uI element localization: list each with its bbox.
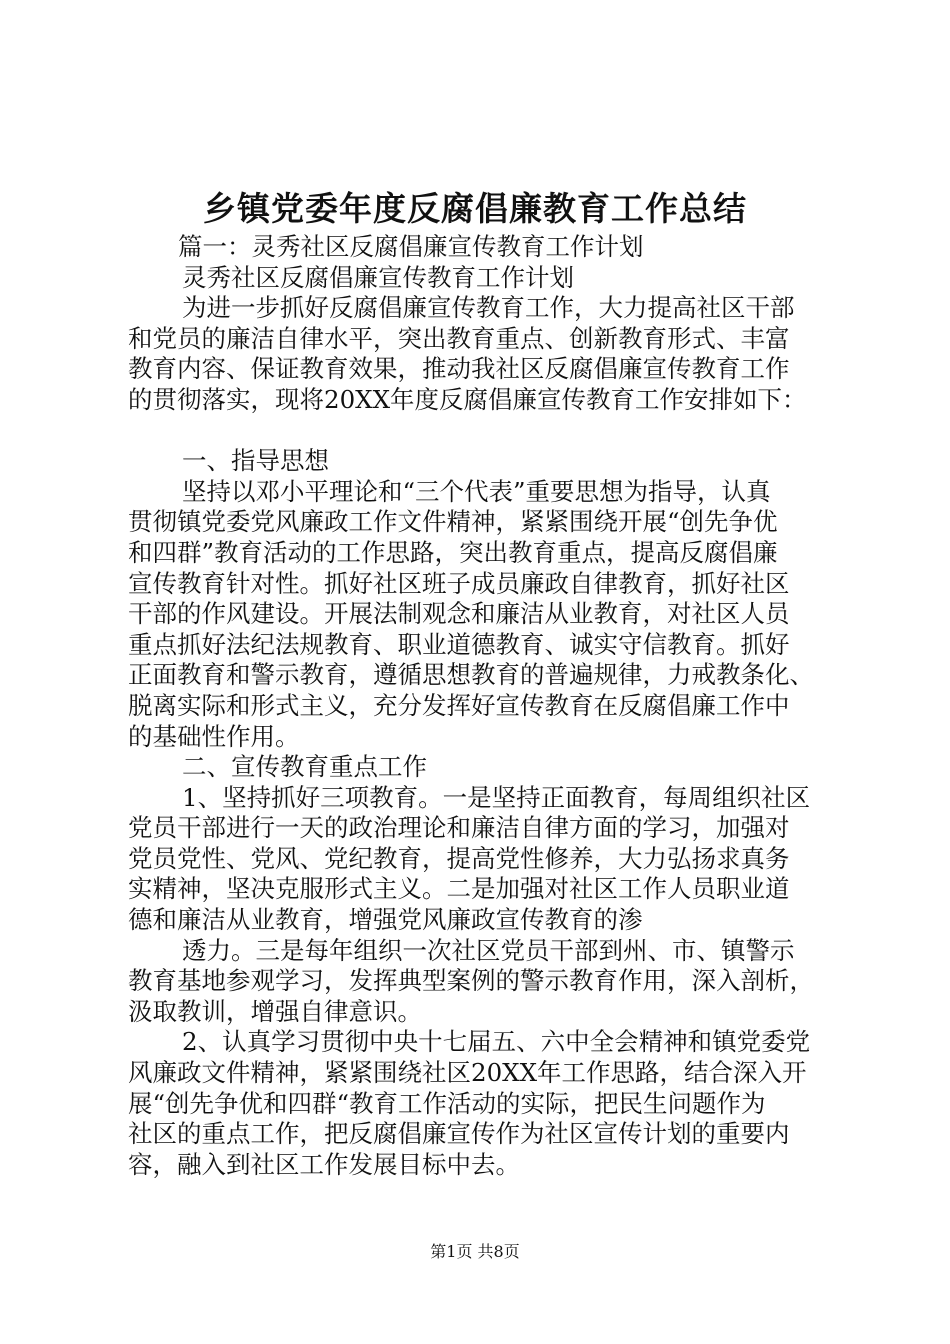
paragraph-line: 和党员的廉洁自律水平，突出教育重点、创新教育形式、丰富 <box>128 323 790 353</box>
paragraph-line: 正面教育和警示教育，遵循思想教育的普遍规律，力戒教条化、 <box>128 660 814 690</box>
paragraph-line: 重点抓好法纪法规教育、职业道德教育、诚实守信教育。抓好 <box>128 629 790 659</box>
paragraph-line: 实精神，坚决克服形式主义。二是加强对社区工作人员职业道 <box>128 874 790 904</box>
paragraph-line: 德和廉洁从业教育，增强党风廉政宣传教育的渗 <box>128 905 643 935</box>
document-body <box>128 232 840 1180</box>
page-number: 第1页 共8页 <box>430 1242 520 1261</box>
paragraph-line: 教育基地参观学习，发挥典型案例的警示教育作用，深入剖析， <box>128 966 814 996</box>
paragraph-line: 干部的作风建设。开展法制观念和廉洁从业教育，对社区人员 <box>128 599 790 629</box>
paragraph-line: 的基础性作用。 <box>128 721 300 751</box>
paragraph-line: 和四群”教育活动的工作思路，突出教育重点，提高反腐倡廉 <box>128 537 778 567</box>
paragraph-line: 展“创先争优和四群“教育工作活动的实际，把民生问题作为 <box>128 1088 766 1118</box>
paragraph-line: 汲取教训，增强自律意识。 <box>128 996 422 1026</box>
paragraph-line: 1、坚持抓好三项教育。一是坚持正面教育，每周组织社区 <box>182 782 811 812</box>
paragraph-line: 宣传教育针对性。抓好社区班子成员廉政自律教育，抓好社区 <box>128 568 790 598</box>
paragraph-line: 透力。三是每年组织一次社区党员干部到州、市、镇警示 <box>182 935 795 965</box>
paragraph-line: 社区的重点工作，把反腐倡廉宣传作为社区宣传计划的重要内 <box>128 1119 790 1149</box>
paragraph-line: 2、认真学习贯彻中央十七届五、六中全会精神和镇党委党 <box>182 1027 811 1057</box>
paragraph-line: 为进一步抓好反腐倡廉宣传教育工作，大力提高社区干部 <box>182 293 795 323</box>
blank-line <box>128 416 840 447</box>
paragraph-line: 坚持以邓小平理论和“三个代表”重要思想为指导，认真 <box>182 476 771 506</box>
paragraph-line: 容，融入到社区工作发展目标中去。 <box>128 1149 520 1179</box>
paragraph-line: 贯彻镇党委党风廉政工作文件精神，紧紧围绕开展“创先争优 <box>128 507 778 537</box>
sub-title: 灵秀社区反腐倡廉宣传教育工作计划 <box>182 262 574 292</box>
paragraph-line: 风廉政文件精神，紧紧围绕社区20XX年工作思路，结合深入开 <box>128 1058 807 1088</box>
paragraph-line: 教育内容、保证教育效果，推动我社区反腐倡廉宣传教育工作 <box>128 354 790 384</box>
paragraph-line: 脱离实际和形式主义，充分发挥好宣传教育在反腐倡廉工作中 <box>128 690 790 720</box>
section-heading: 一、指导思想 <box>182 446 329 476</box>
paragraph-line: 党员党性、党风、党纪教育，提高党性修养，大力弘扬求真务 <box>128 843 790 873</box>
paragraph-line: 的贯彻落实，现将20XX年度反腐倡廉宣传教育工作安排如下： <box>128 384 807 414</box>
paragraph-line: 党员干部进行一天的政治理论和廉洁自律方面的学习，加强对 <box>128 813 790 843</box>
section-heading: 二、宣传教育重点工作 <box>182 752 427 782</box>
document-title: 乡镇党委年度反腐倡廉教育工作总结 <box>203 189 747 228</box>
section-heading: 篇一：灵秀社区反腐倡廉宣传教育工作计划 <box>178 232 644 261</box>
